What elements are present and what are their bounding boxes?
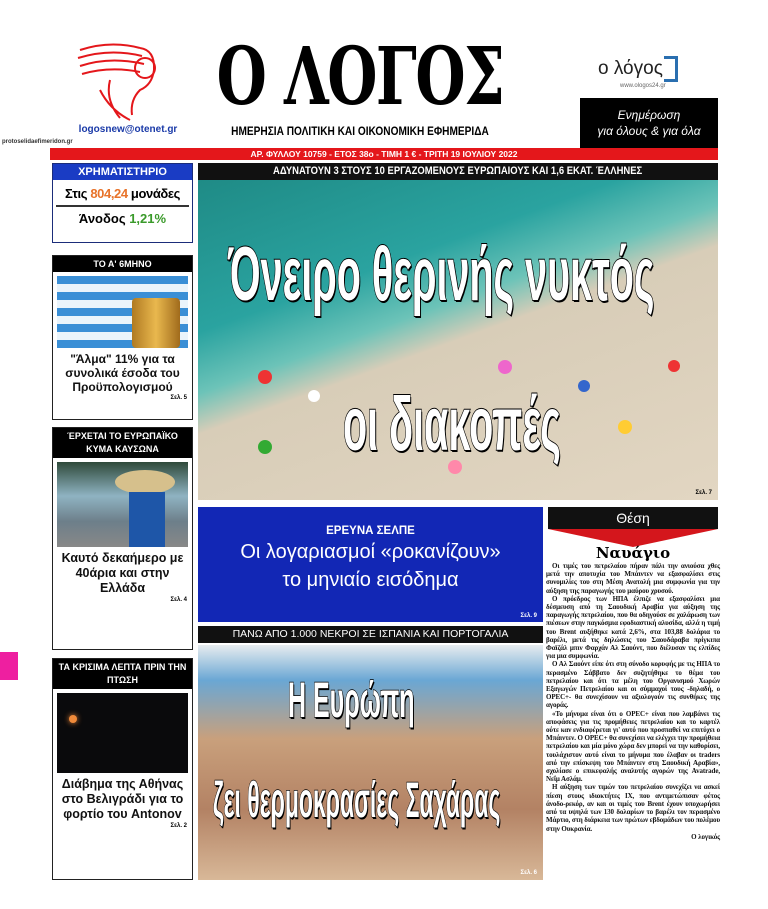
lead-kicker-bar (198, 163, 718, 180)
story-headline-line-2: το μηνιαίο εισόδημα (282, 569, 459, 591)
tagline-box (580, 98, 718, 149)
page-ref: Σελ. 2 (170, 823, 187, 829)
editorial-paragraph: Οι τιμές του πετρελαίου πήραν πάλι την ανιούσα χθες μετά την αποτυχία του Μπάιντεν να εξασφαλίσει στις συνομιλίες του στη Μέση Ανατολή μια συμφωνία για την αύξηση της παραγωγής του μαύρου χρυσού. (546, 562, 720, 595)
label: Στις (64, 186, 91, 201)
editorial-paragraph: Η αύξηση των τιμών του πετρελαίου συνεχίζει να ασκεί πίεση στους ιδιοκτήτες ΙΧ, που αντιμετώπισαν φέτος άνοδο-ρεκόρ, αν και οι τιμές του Brent έχουν υποχωρήσει από τα υψηλά των 130 δολαρίων το βαρέλι τον περασμένο Μάρτιο, στη διάρκεια των πρώτων εβδομάδων του πολέμου στην Ουκρανία. (546, 783, 720, 833)
site-logo-text: ο λόγος (598, 58, 663, 79)
lead-headline-line-2: οι διακοπές (343, 382, 561, 467)
crowded-beach-photo[interactable] (198, 645, 543, 880)
page-ref: Σελ. 6 (520, 870, 537, 876)
side-story-kicker: ΤΟ Α' 6ΜΗΝΟ (53, 256, 192, 272)
story-headline-line-2: ζει θερμοκρασίες Σαχάρας (213, 772, 501, 828)
market-points: 804,24 (90, 186, 128, 201)
tagline-line-2: για όλους & για όλα (597, 124, 701, 138)
greek-flag-coins-photo (57, 276, 188, 348)
side-story-headline: "Άλμα" 11% για τα συνολικά έσοδα του Προϋπολογισμού (65, 352, 180, 394)
side-story-headline: Διάβημα της Αθήνας στο Βελιγράδι για το φορτίο του Antonov (61, 777, 184, 821)
side-story-kicker: ΈΡΧΕΤΑΙ ΤΟ ΕΥΡΩΠΑΪΚΟ ΚΥΜΑ ΚΑΥΣΩΝΑ (53, 428, 192, 458)
market-points-line (56, 186, 189, 207)
lead-kicker: ΑΔΥΝΑΤΟΥΝ 3 ΣΤΟΥΣ 10 ΕΡΓΑΖΟΜΕΝΟΥΣ ΕΥΡΩΠΑΙΟΥΣ ΚΑΙ 1,6 ΕΚΑΤ. ΈΛΛΗΝΕΣ (273, 165, 643, 177)
newspaper-title: Ο ΛΟΓΟΣ (216, 29, 504, 123)
newspaper-logo-illustration (70, 40, 180, 122)
side-story-headline: Καυτό δεκαήμερο με 40άρια και στην Ελλάδα (61, 551, 184, 595)
editorial-header (548, 507, 718, 547)
pink-marker (0, 652, 18, 680)
site-url[interactable]: www.ologos24.gr (620, 83, 666, 89)
contact-email[interactable]: logosnew@otenet.gr (78, 124, 178, 135)
editorial-paragraph: «Το μήνυμα είναι ότι ο OPEC+ είναι που λαμβάνει τις αποφάσεις για τις προμήθειες πετρελαίου και το καρτέλ ούτε καν ενδιαφέρεται γι' αυτό που προσπαθεί να επιτύχει ο Μπάιντεν. Ο OPEC+ θα συνεχίσει να ελέγχει την προμήθεια πετρελαίου και μία μόνο χώρα δεν μπορεί να την καθορίσει, τουλάχιστον αυτό είναι το μήνυμα που έλαβαν οι traders από την επίσκεψη του Μπάιντεν στη Σαουδική Αραβία», σχολίασε ο επικεφαλής αναλυτής αγορών της Avatrade, Νεΐμ Ασλάμ. (546, 709, 720, 784)
story-headline-line-1: Η Ευρώπη (288, 672, 415, 728)
story-bills-box[interactable] (198, 507, 543, 622)
label: μονάδες (127, 186, 181, 201)
editorial-paragraph: Ο πρόεδρος των ΗΠΑ έλπιζε να εξασφαλίσει μια δέσμευση από τη Σαουδική Αραβία για αύξηση της παραγωγής πετρελαίου, που θα οδηγούσε σε χαλάρωση των πιέσεων στην παγκόσμια εφοδιαστική αλυσίδα, αλλά η τιμή του Brent αυξήθηκε κατά 2,6%, στα 103,88 δολάρια το βαρέλι, μετά τις δηλώσεις του Σαουδάραβα πρίγκιπα Φαϊζάλ μπιν Φαρχάν Αλ Σαούντ, που διέλυσαν τις ελπίδες για μια συμφωνία. (546, 594, 720, 661)
market-box (52, 163, 193, 243)
side-story-kicker: ΤΑ ΚΡΙΣΙΜΑ ΛΕΠΤΑ ΠΡΙΝ ΤΗΝ ΠΤΩΣΗ (53, 659, 192, 689)
page-ref: Σελ. 9 (520, 613, 537, 619)
label: Άνοδος (78, 211, 130, 226)
logo-24-mark-icon (664, 56, 678, 82)
story-headline-line-1: Οι λογαριασμοί «ροκανίζουν» (240, 541, 501, 563)
story-kicker: ΕΡΕΥΝΑ ΣΕΛΠΕ (326, 525, 415, 537)
heatwave-fountain-photo (57, 462, 188, 547)
newspaper-subtitle: ΗΜΕΡΗΣΙΑ ΠΟΛΙΤΙΚΗ ΚΑΙ ΟΙΚΟΝΟΜΙΚΗ ΕΦΗΜΕΡΙΔΑ (231, 126, 489, 138)
lead-headline-line-1: Όνειρο θερινής νυκτός (228, 232, 655, 317)
beach-aerial-photo[interactable] (198, 180, 718, 500)
editorial-section-label: Θέση (548, 507, 718, 529)
market-change: 1,21% (129, 211, 167, 226)
editorial-title: Ναυάγιο (595, 544, 671, 562)
page-ref: Σελ. 5 (170, 395, 187, 401)
side-story-antonov[interactable] (52, 658, 193, 880)
market-change-line (53, 211, 192, 226)
side-story-heatwave[interactable] (52, 427, 193, 650)
editorial-paragraph: Ο Αλ Σαούντ είπε ότι στη σύνοδο κορυφής με τις ΗΠΑ το περασμένο Σάββατο δεν συζητήθηκε το θέμα του πετρελαίου και ότι τα μέλη του Οργανισμού Χωρών Εξαγωγών Πετρελαίου και οι σύμμαχοί τους -δηλαδή, ο OPEC+- θα συνεχίσουν να αξιολογούν τις συνθήκες της αγοράς. (546, 660, 720, 710)
tagline-line-1: Ενημέρωση (617, 108, 681, 122)
page-ref: Σελ. 4 (170, 597, 187, 603)
editorial-body (546, 562, 720, 841)
source-watermark: protoselidaefimeridon.gr (2, 139, 73, 145)
editorial-signature: Ο λογικός (691, 832, 720, 841)
side-story-budget[interactable] (52, 255, 193, 420)
market-header: ΧΡΗΜΑΤΙΣΤΗΡΙΟ (53, 164, 192, 180)
story-kicker-bar: ΠΑΝΩ ΑΠΟ 1.000 ΝΕΚΡΟΙ ΣΕ ΙΣΠΑΝΙΑ ΚΑΙ ΠΟΡΤΟΓΑΛΙΑ (198, 626, 543, 643)
issue-info-bar: ΑΡ. ΦΥΛΛΟΥ 10759 - ΕΤΟΣ 38ο - ΤΙΜΗ 1 € - ΤΡΙΤΗ 19 ΙΟΥΛΙΟΥ 2022 (50, 148, 718, 160)
site-logo[interactable] (598, 56, 678, 82)
page-ref: Σελ. 7 (695, 490, 712, 496)
night-crash-photo (57, 693, 188, 773)
